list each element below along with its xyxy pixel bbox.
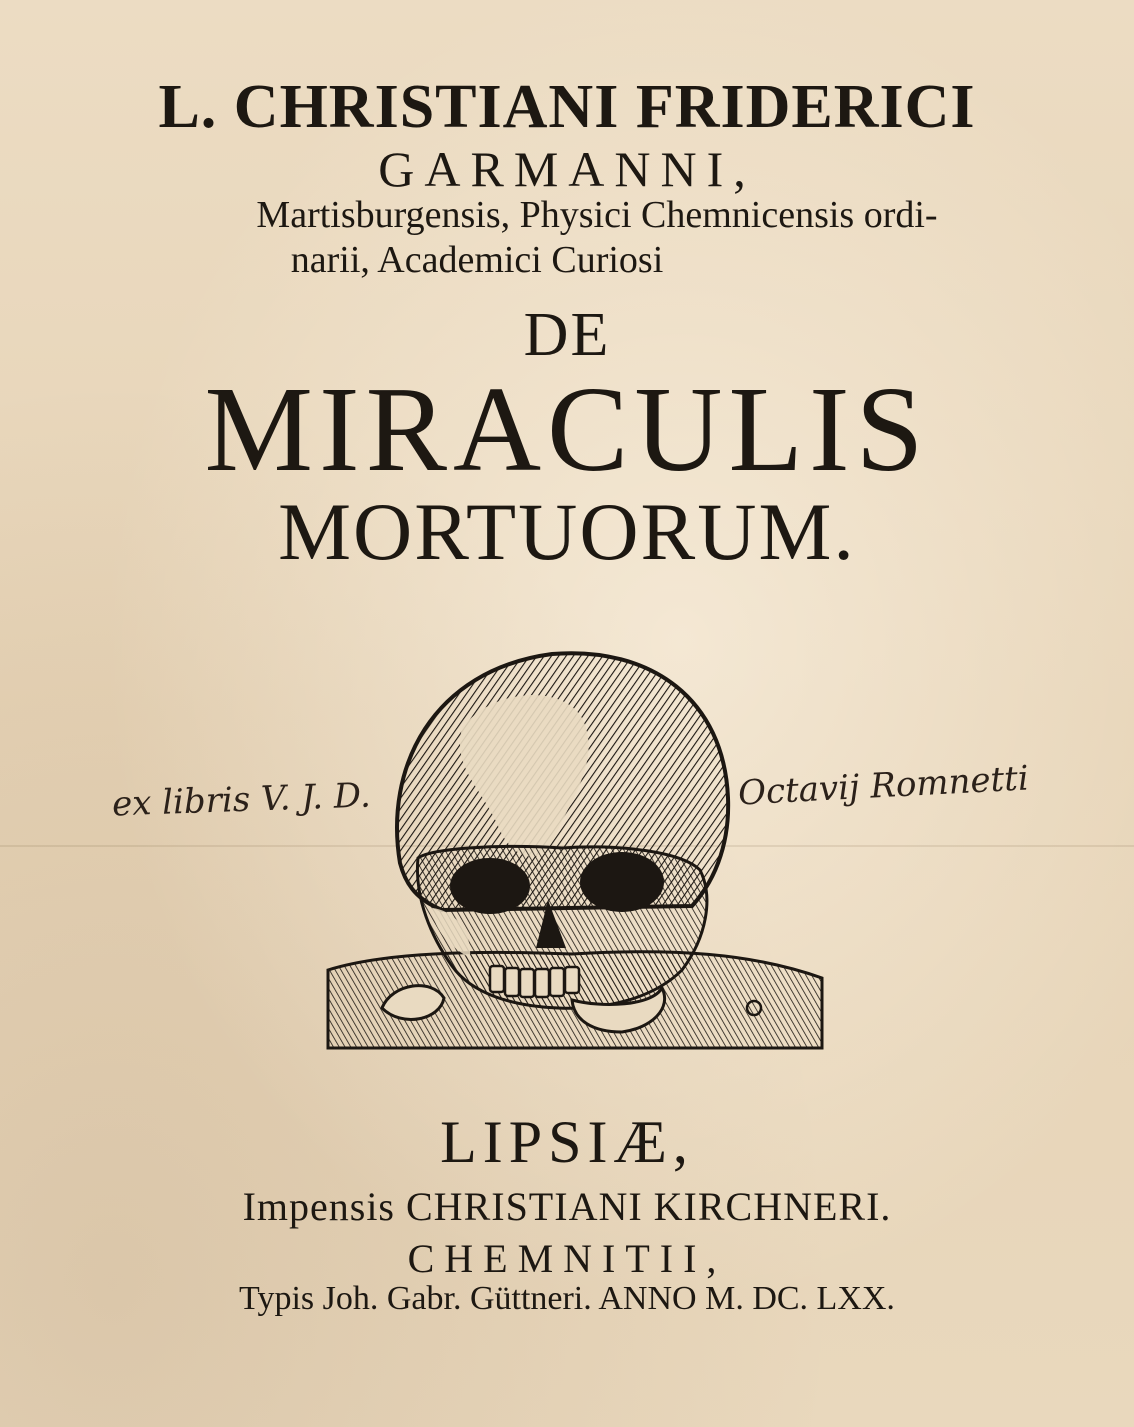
author-line: L. CHRISTIANI FRIDERICI: [158, 73, 976, 141]
imprint-place: LIPSIÆ,: [440, 1109, 694, 1175]
author-surname: GARMANNI,: [378, 141, 756, 197]
handwritten-inscription-right: Octavij Romnetti: [737, 758, 1030, 814]
imprint-printer-date: Typis Joh. Gabr. Güttneri. ANNO M. DC. LXX.: [239, 1280, 895, 1317]
imprint-city: CHEMNITII,: [407, 1236, 727, 1281]
title-miraculis: MIRACULIS: [204, 362, 930, 497]
handwritten-inscription-left: ex libris V. J. D.: [111, 775, 372, 825]
imprint-publisher: Impensis CHRISTIANI KIRCHNERI.: [242, 1184, 892, 1229]
affiliation-line-1: Martisburgensis, Physici Chemnicensis ordi-: [256, 194, 938, 236]
title-de: DE: [523, 301, 611, 369]
skull-woodcut-illustration: [322, 648, 826, 1056]
title-mortuorum: MORTUORUM.: [278, 486, 856, 577]
affiliation-line-2: narii, Academici Curiosi: [290, 239, 664, 281]
